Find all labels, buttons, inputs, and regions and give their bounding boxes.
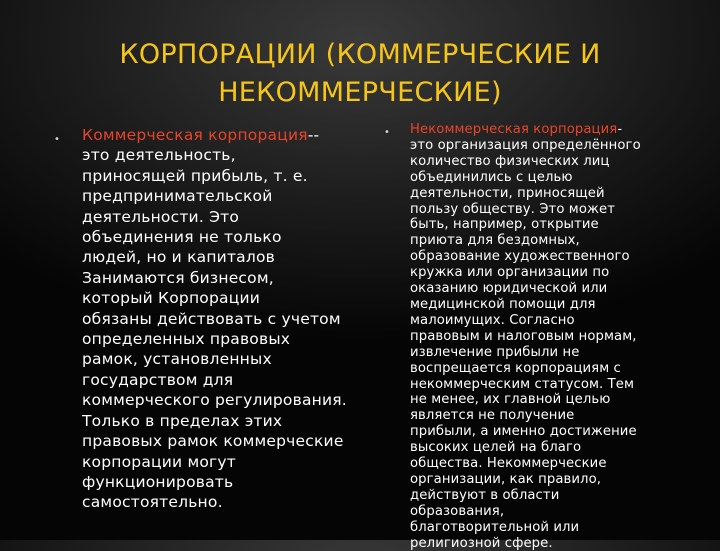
title-line-1: КОРПОРАЦИИ (КОММЕРЧЕСКИЕ И bbox=[119, 39, 601, 70]
right-text-line: объединились с целью bbox=[410, 169, 573, 185]
right-text-line: деятельности, приносящей bbox=[410, 185, 605, 201]
noncommercial-description bbox=[410, 138, 682, 551]
right-text-line: образования, bbox=[410, 503, 505, 519]
left-text-line: предпринимательской bbox=[82, 187, 273, 206]
left-text-line: функционировать bbox=[82, 472, 234, 491]
right-text-line: оказанию юридической или bbox=[410, 281, 608, 297]
right-text-line: кружка или организации по bbox=[410, 265, 610, 281]
right-text-line: воспрещается корпорациям с bbox=[410, 360, 621, 376]
right-text-line: общества. Некоммерческие bbox=[410, 456, 607, 472]
right-text-line: высоких целей на благо bbox=[410, 440, 582, 456]
bullet-icon: • bbox=[54, 134, 61, 145]
left-text-line: объединения не только bbox=[82, 228, 282, 247]
commercial-column bbox=[54, 125, 354, 513]
left-text-line: это деятельность, bbox=[82, 146, 236, 165]
left-text-line: коммерческого регулирования. bbox=[82, 391, 347, 410]
right-text-line: количество физических лиц bbox=[410, 153, 610, 169]
commercial-bullet-item bbox=[54, 125, 354, 513]
left-text-line: рамок, установленных bbox=[82, 350, 272, 369]
right-text-line: благотворительной или bbox=[410, 519, 580, 535]
left-text-line: приносящей прибыль, т. е. bbox=[82, 166, 308, 185]
left-text-line: государством для bbox=[82, 370, 234, 389]
right-text-line: является не получение bbox=[410, 408, 575, 424]
right-text-line: это организация определённого bbox=[410, 137, 641, 153]
left-text-line: людей, но и капиталов bbox=[82, 248, 276, 267]
left-text-line: Только в пределах этих bbox=[82, 411, 283, 430]
left-text-line: который Корпорации bbox=[82, 289, 261, 308]
title-line-2: НЕКОММЕРЧЕСКИЕ) bbox=[218, 77, 502, 108]
commercial-description bbox=[82, 145, 354, 512]
left-text-line: деятельности. Это bbox=[82, 207, 240, 226]
right-text-line: не менее, их главной целью bbox=[410, 392, 611, 408]
right-text-line: извлечение прибыли не bbox=[410, 344, 580, 360]
right-text-line: некоммерческим статусом. Тем bbox=[410, 376, 635, 392]
commercial-lead-line bbox=[82, 125, 354, 145]
commercial-lead-term: Коммерческая корпорация bbox=[82, 126, 308, 144]
right-text-line: действуют в области bbox=[410, 487, 560, 503]
noncommercial-column bbox=[382, 122, 682, 551]
left-text-line: корпорации могут bbox=[82, 452, 236, 471]
left-text-line: правовых рамок коммерческие bbox=[82, 432, 344, 451]
right-text-line: организации, как правило, bbox=[410, 471, 602, 487]
noncommercial-lead-term: Некоммерческая корпорация bbox=[410, 122, 618, 137]
commercial-lead-suffix: -- bbox=[307, 126, 320, 144]
right-text-line: медицинской помощи для bbox=[410, 296, 596, 312]
right-text-line: правовым и налоговым нормам, bbox=[410, 328, 637, 344]
noncommercial-bullet-item bbox=[382, 122, 682, 551]
left-text-line: самостоятельно. bbox=[82, 493, 223, 512]
slide-title bbox=[60, 36, 660, 112]
noncommercial-lead-line bbox=[410, 122, 682, 138]
right-text-line: малоимущих. Согласно bbox=[410, 312, 575, 328]
left-text-line: определенных правовых bbox=[82, 330, 291, 349]
right-text-line: религиозной сфере. bbox=[410, 535, 553, 551]
right-text-line: пользу обществу. Это может bbox=[410, 201, 615, 217]
left-text-line: обязаны действовать с учетом bbox=[82, 309, 341, 328]
bullet-icon: • bbox=[384, 127, 390, 138]
right-text-line: быть, например, открытие bbox=[410, 217, 599, 233]
right-text-line: приюта для бездомных, bbox=[410, 233, 580, 249]
left-text-line: Занимаются бизнесом, bbox=[82, 268, 274, 287]
right-text-line: прибыли, а именно достижение bbox=[410, 424, 637, 440]
right-text-line: образование художественного bbox=[410, 249, 630, 265]
noncommercial-lead-suffix: - bbox=[617, 122, 623, 137]
